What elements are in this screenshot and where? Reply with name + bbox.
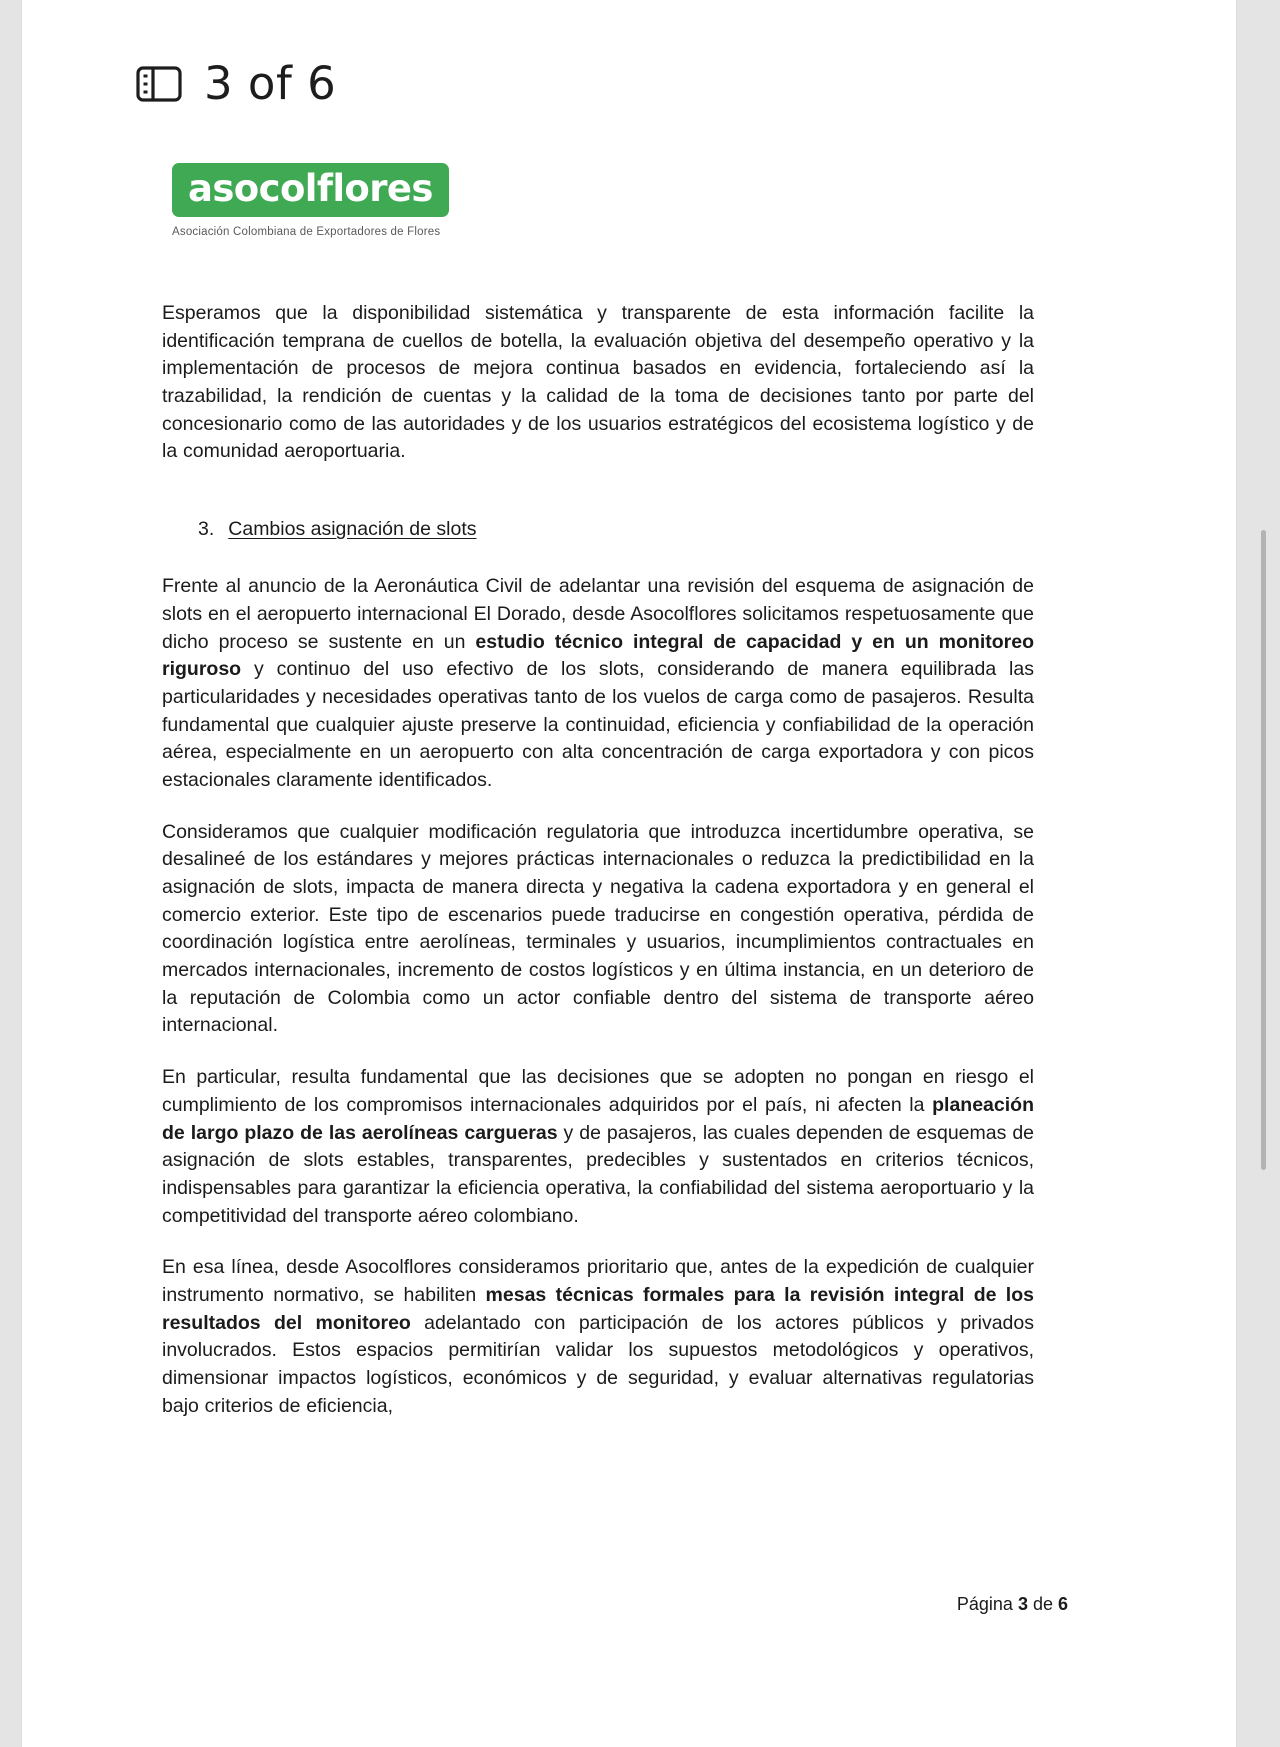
page-view-icon	[136, 64, 182, 104]
photo-edge-left	[0, 0, 22, 1747]
page-indicator-label: 3 of 6	[204, 57, 337, 110]
scrollbar[interactable]	[1268, 0, 1274, 1747]
paragraph-3: Consideramos que cualquier modificación regulatoria que introduzca incertidumbre operativa, se desalineé de los estándares y mejores prácticas internacionales o reduzca la predictibilidad en la asignación de slots, impacta de manera directa y negativa la cadena exportadora y en general el comercio exterior. Este tipo de escenarios puede traducirse en congestión operativa, pérdida de coordinación logística entre aerolíneas, terminales y usuarios, incumplimientos contractuales en mercados internacionales, incremento de costos logísticos y en última instancia, en un deterioro de la reputación de Colombia como un actor confiable dentro del sistema de transporte aéreo internacional.	[162, 820, 1034, 1037]
document-content	[162, 300, 1034, 1420]
paragraph-4-part-a: En particular, resulta fundamental que las decisiones que se adopten no pongan en riesgo el cumplimiento de los compromisos internacionales adquiridos por el país, ni afecten la	[162, 1066, 1034, 1116]
page-footer	[957, 1594, 1068, 1615]
footer-current-page: 3	[1017, 1594, 1028, 1614]
paragraph-5-part-b: adelantado con participación de los actores públicos y privados involucrados. Estos espacios permitirían validar los supuestos metodológicos y operativos, dimensionar impactos logísticos, económicos y de seguridad, y evaluar alternativas regulatorias bajo criterios de eficiencia,	[162, 1311, 1034, 1417]
document-page	[22, 0, 1236, 1747]
paragraph-2-emphasis: estudio técnico integral de capacidad y en un monitoreo riguroso	[162, 630, 1034, 681]
page-indicator[interactable]	[84, 27, 412, 140]
section-heading-3	[198, 518, 1034, 541]
paragraph-2-part-b: y continuo del uso efectivo de los slots, considerando de manera equilibrada las particularidades y necesidades operativas tanto de los vuelos de carga como de pasajeros. Resulta fundamental que cualquier ajuste preserve la continuidad, eficiencia y confiabilidad de la operación aérea, especialmente en un aeropuerto con alta concentración de carga exportadora y con picos estacionales claramente identificados.	[162, 658, 1034, 791]
paragraph-2	[162, 573, 1034, 795]
paragraph-5-part-a: En esa línea, desde Asocolflores consideramos prioritario que, antes de la expedición de cualquier instrumento normativo, se habiliten	[162, 1256, 1034, 1306]
paragraph-4	[162, 1064, 1034, 1230]
section-number: 3.	[198, 518, 215, 541]
logo-badge	[172, 163, 449, 217]
logo-tagline: Asociación Colombiana de Exportadores de Flores	[172, 226, 441, 238]
paragraph-4-part-b: y de pasajeros, las cuales dependen de esquemas de asignación de slots estables, transparentes, predecibles y sustentados en criterios técnicos, indispensables para garantizar la eficiencia operativa, la confiabilidad del sistema aeroportuario y la competitividad del transporte aéreo colombiano.	[162, 1121, 1035, 1227]
paragraph-5	[162, 1254, 1034, 1420]
paragraph-5-emphasis: mesas técnicas formales para la revisión integral de los resultados del monitoreo	[162, 1283, 1034, 1334]
footer-middle: de	[1027, 1594, 1058, 1614]
paragraph-1: Esperamos que la disponibilidad sistemática y transparente de esta información facilite la identificación temprana de cuellos de botella, la evaluación objetiva del desempeño operativo y la implementación de procesos de mejora continua basados en evidencia, fortaleciendo así la trazabilidad, la rendición de cuentas y la calidad de la toma de decisiones tanto por parte del concesionario como de las autoridades y de los usuarios estratégicos del ecosistema logístico y de la comunidad aeroportuaria.	[162, 302, 1034, 463]
scrollbar-thumb[interactable]	[1261, 530, 1266, 1170]
section-title: Cambios asignación de slots	[228, 518, 477, 541]
footer-total-pages: 6	[1057, 1594, 1068, 1614]
footer-prefix: Página	[956, 1594, 1018, 1614]
paragraph-4-emphasis: planeación de largo plazo de las aerolíneas cargueras	[162, 1093, 1034, 1144]
logo-wordmark: asocolflores	[188, 167, 433, 210]
logo	[172, 163, 472, 238]
paragraph-2-part-a: Frente al anuncio de la Aeronáutica Civil de adelantar una revisión del esquema de asignación de slots en el aeropuerto internacional El Dorado, desde Asocolflores solicitamos respetuosamente que dicho proceso se sustente en un	[162, 575, 1034, 653]
